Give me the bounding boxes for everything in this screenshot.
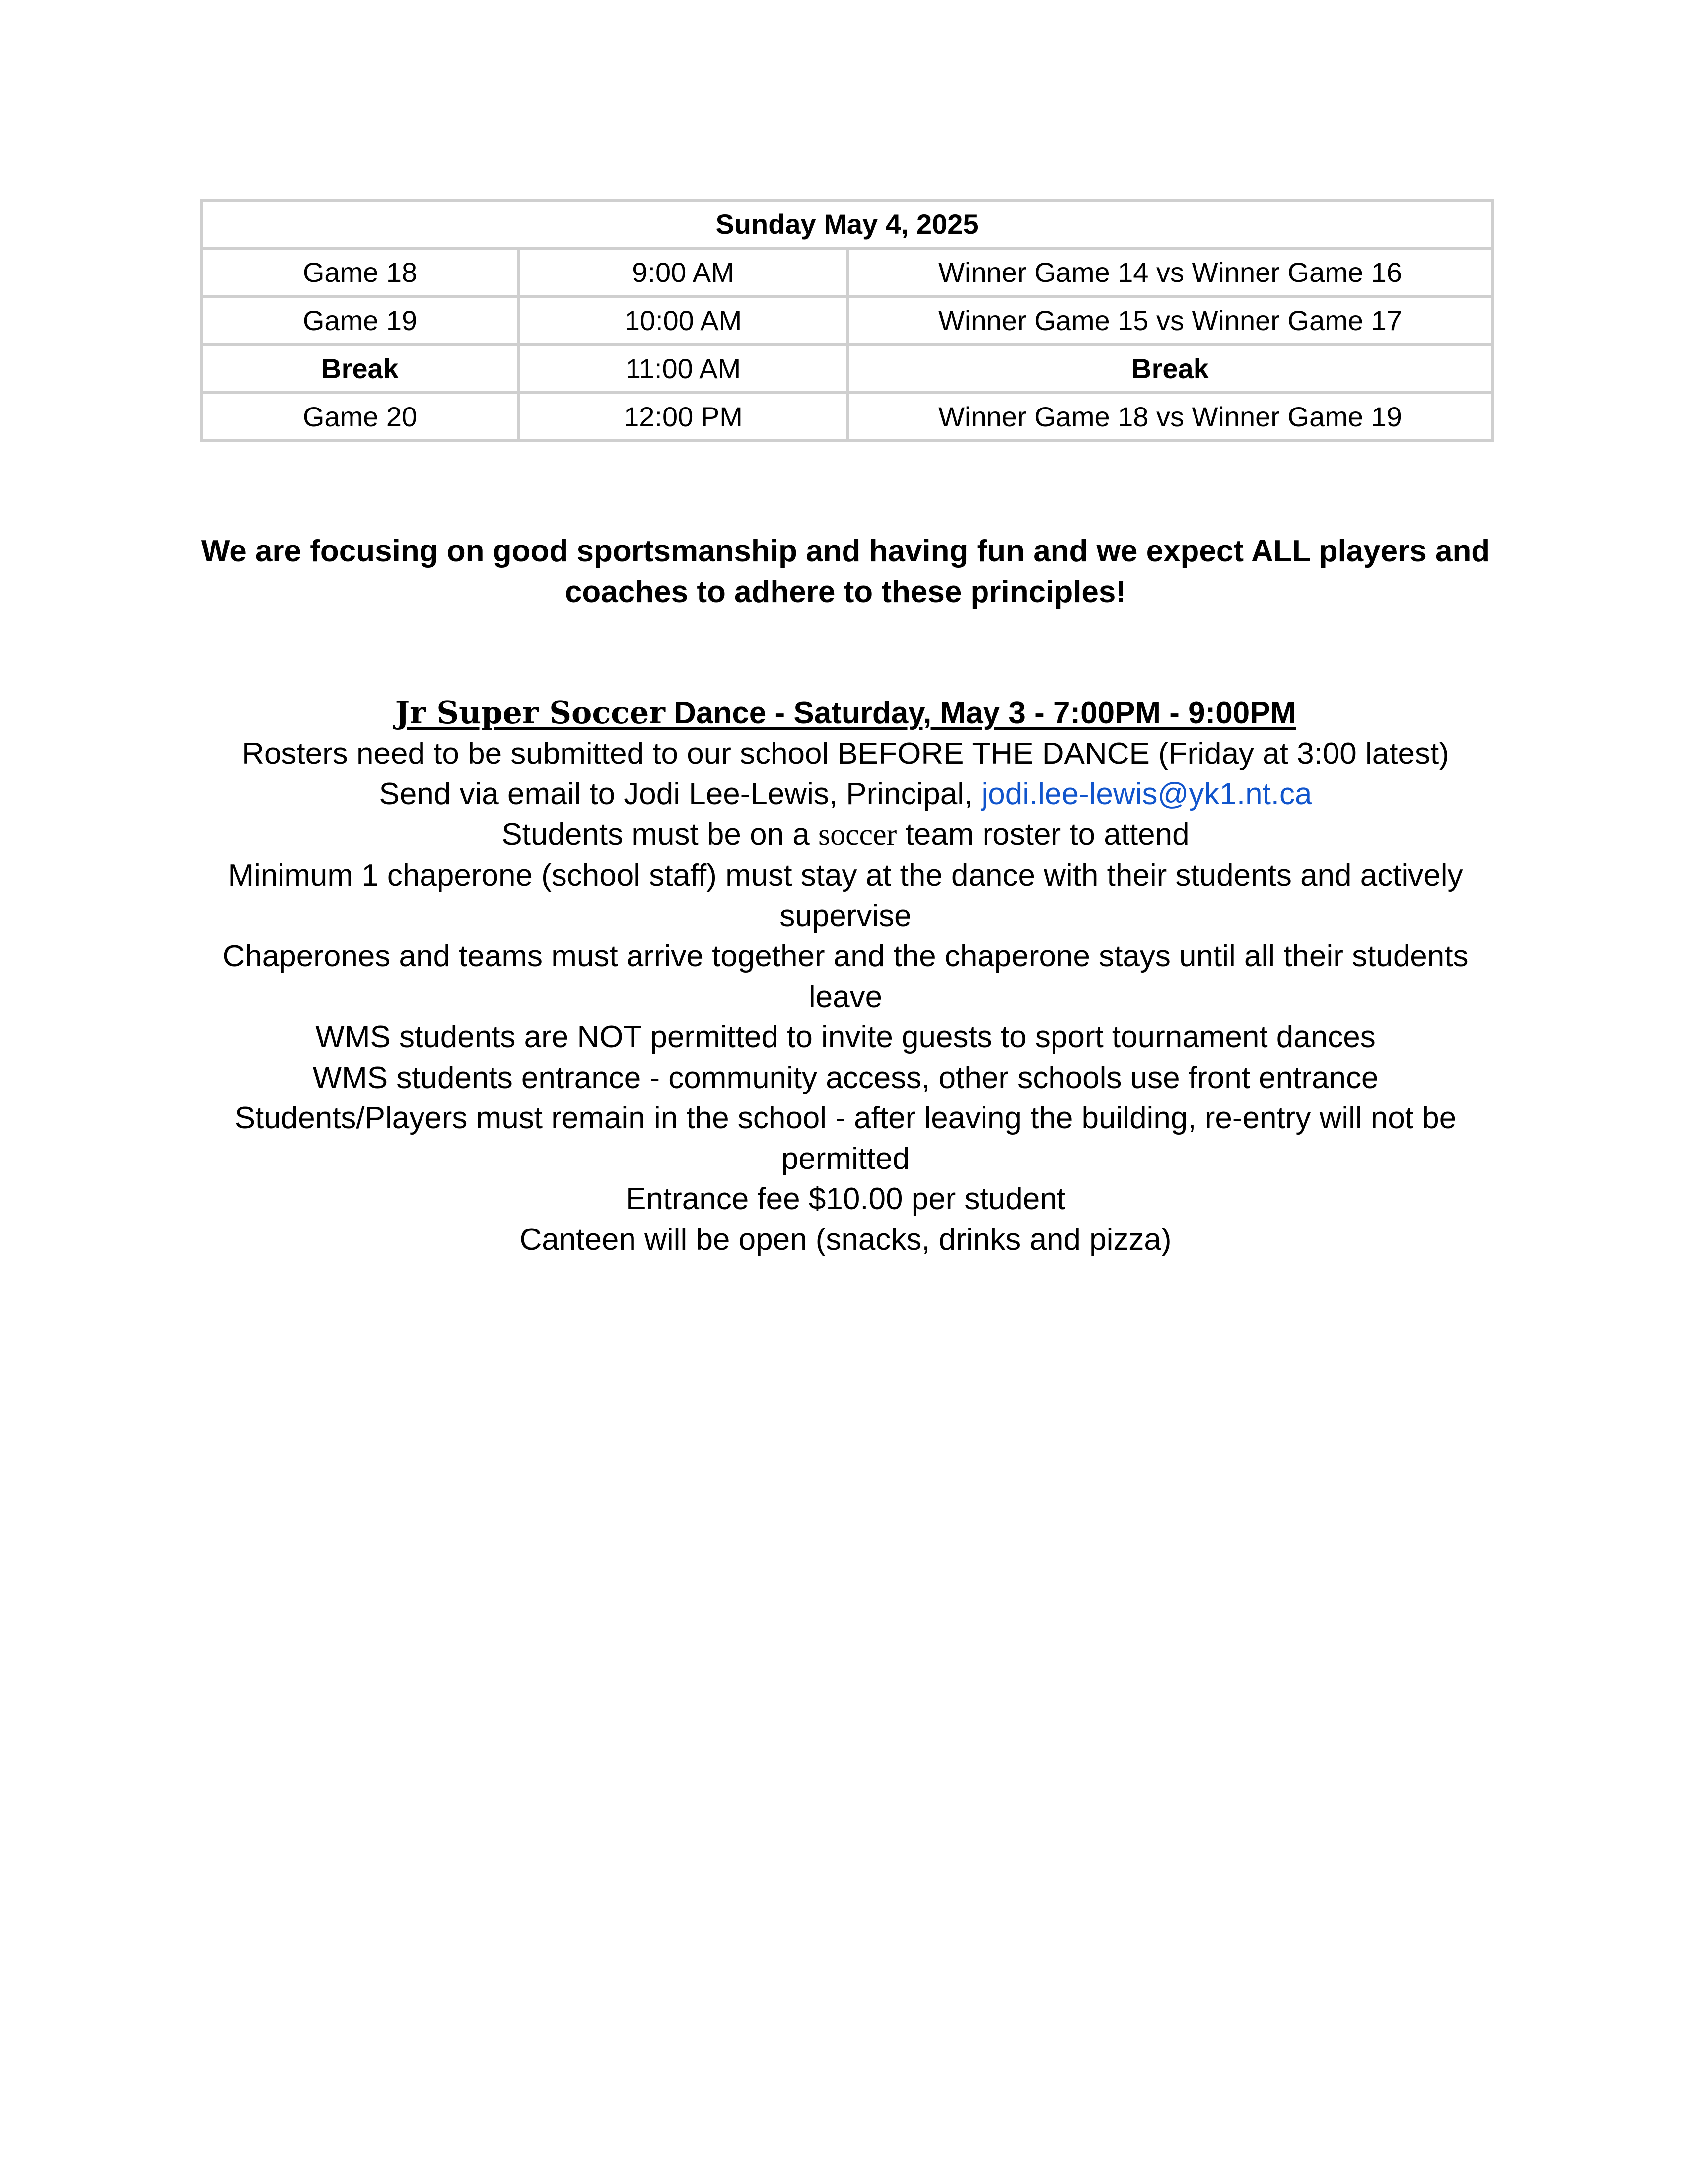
reentry-rule-line1: Students/Players must remain in the school - after leaving the building, re-entry will not be — [234, 1101, 1457, 1135]
principal-email-link[interactable]: jodi.lee-lewis@yk1.nt.ca — [981, 777, 1312, 811]
roster-requirement — [200, 815, 1491, 856]
table-row-break — [201, 344, 1493, 393]
send-email-line — [200, 774, 1491, 815]
time-cell: 10:00 AM — [519, 296, 847, 344]
reentry-rule-line2: permitted — [781, 1141, 910, 1176]
dance-info-section — [200, 692, 1491, 1260]
game-cell: Game 19 — [201, 296, 519, 344]
matchup-cell: Winner Game 14 vs Winner Game 16 — [847, 248, 1493, 296]
table-row — [201, 296, 1493, 344]
time-cell: 9:00 AM — [519, 248, 847, 296]
matchup-cell: Winner Game 18 vs Winner Game 19 — [847, 393, 1493, 441]
time-cell: 12:00 PM — [519, 393, 847, 441]
sportsmanship-notice — [200, 531, 1491, 613]
table-row — [201, 248, 1493, 296]
schedule-table — [200, 199, 1494, 442]
dance-title-event: Jr Super Soccer — [395, 694, 665, 731]
arrival-rule-line2: leave — [808, 979, 883, 1014]
game-cell: Game 18 — [201, 248, 519, 296]
roster-sport-word: soccer — [818, 818, 897, 852]
chaperone-rule-line2: supervise — [779, 898, 912, 933]
game-cell: Game 20 — [201, 393, 519, 441]
time-cell: 11:00 AM — [519, 344, 847, 393]
matchup-cell: Break — [847, 344, 1493, 393]
notice-line: We are focusing on good sportsmanship and having fun and we expect ALL players and — [201, 534, 1490, 568]
arrival-rule-line1: Chaperones and teams must arrive together and the chaperone stays until all their students — [222, 939, 1469, 973]
canteen-info: Canteen will be open (snacks, drinks and pizza) — [519, 1222, 1172, 1257]
entrance-rule: WMS students entrance - community access, other schools use front entrance — [312, 1060, 1379, 1095]
roster-text-end: team roster to attend — [897, 817, 1190, 852]
chaperone-rule-line1: Minimum 1 chaperone (school staff) must stay at the dance with their students and actively — [228, 858, 1463, 892]
rosters-deadline: Rosters need to be submitted to our school BEFORE THE DANCE (Friday at 3:00 latest) — [242, 736, 1449, 771]
roster-text-start: Students must be on a — [501, 817, 818, 852]
notice-line: coaches to adhere to these principles! — [564, 575, 1126, 609]
schedule-header-row — [201, 200, 1493, 248]
game-cell: Break — [201, 344, 519, 393]
matchup-cell: Winner Game 15 vs Winner Game 17 — [847, 296, 1493, 344]
table-row — [201, 393, 1493, 441]
schedule-date-header: Sunday May 4, 2025 — [201, 200, 1493, 248]
dance-title-details: Dance - Saturday, May 3 - 7:00PM - 9:00PM — [665, 696, 1296, 730]
guest-rule: WMS students are NOT permitted to invite guests to sport tournament dances — [315, 1020, 1376, 1054]
dance-title — [200, 692, 1491, 734]
entrance-fee: Entrance fee $10.00 per student — [626, 1182, 1065, 1216]
send-email-text: Send via email to Jodi Lee-Lewis, Principal, — [379, 777, 982, 811]
